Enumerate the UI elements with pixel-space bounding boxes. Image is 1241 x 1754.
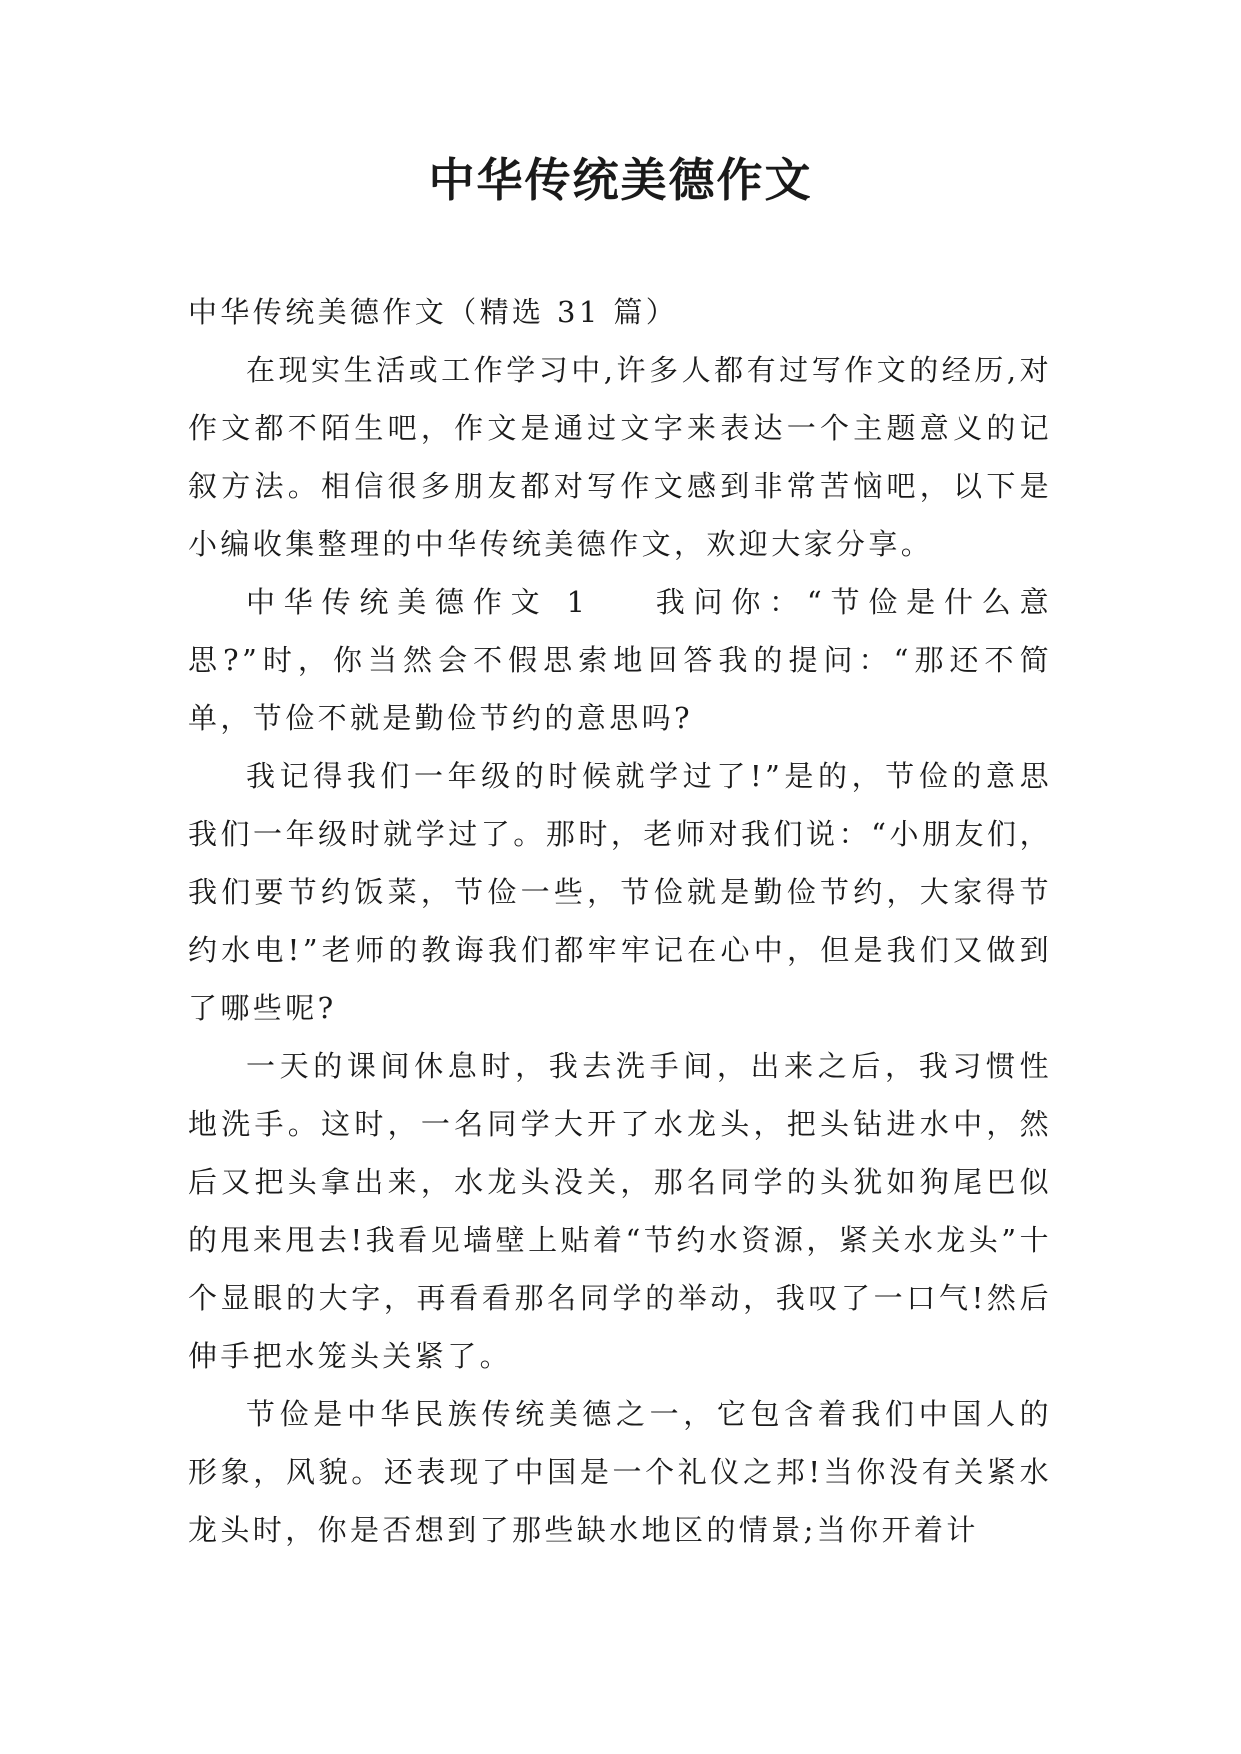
document-body	[188, 283, 1052, 1559]
body-paragraph: 我记得我们一年级的时候就学过了!”是的，节俭的意思我们一年级时就学过了。那时，老师对我们说：“小朋友们，我们要节约饭菜，节俭一些，节俭就是勤俭节约，大家得节约水电!”老师的教诲我们都牢牢记在心中，但是我们又做到了哪些呢?	[188, 759, 1052, 1025]
section-1-heading: 中华传统美德作文 1	[246, 585, 589, 619]
section-1-lead: 我问你：“节俭是什么意思?”时，你当然会不假思索地回答我的提问：“那还不简单，节俭不就是勤俭节约的意思吗?	[188, 585, 1052, 735]
document-subtitle: 中华传统美德作文（精选 31 篇）	[188, 295, 679, 329]
section-1-paragraph	[188, 573, 1052, 747]
intro-paragraph: 在现实生活或工作学习中,许多人都有过写作文的经历,对作文都不陌生吧，作文是通过文字来表达一个主题意义的记叙方法。相信很多朋友都对写作文感到非常苦恼吧，以下是小编收集整理的中华传统美德作文，欢迎大家分享。	[188, 353, 1052, 561]
body-paragraph: 节俭是中华民族传统美德之一，它包含着我们中国人的形象，风貌。还表现了中国是一个礼仪之邦!当你没有关紧水龙头时，你是否想到了那些缺水地区的情景;当你开着计	[188, 1397, 1052, 1547]
body-paragraph: 一天的课间休息时，我去洗手间，出来之后，我习惯性地洗手。这时，一名同学大开了水龙头，把头钻进水中，然后又把头拿出来，水龙头没关，那名同学的头犹如狗尾巴似的甩来甩去!我看见墙壁上贴着“节约水资源，紧关水龙头”十个显眼的大字，再看看那名同学的举动，我叹了一口气!然后伸手把水笼头关紧了。	[188, 1049, 1052, 1373]
document-title: 中华传统美德作文	[428, 153, 813, 207]
